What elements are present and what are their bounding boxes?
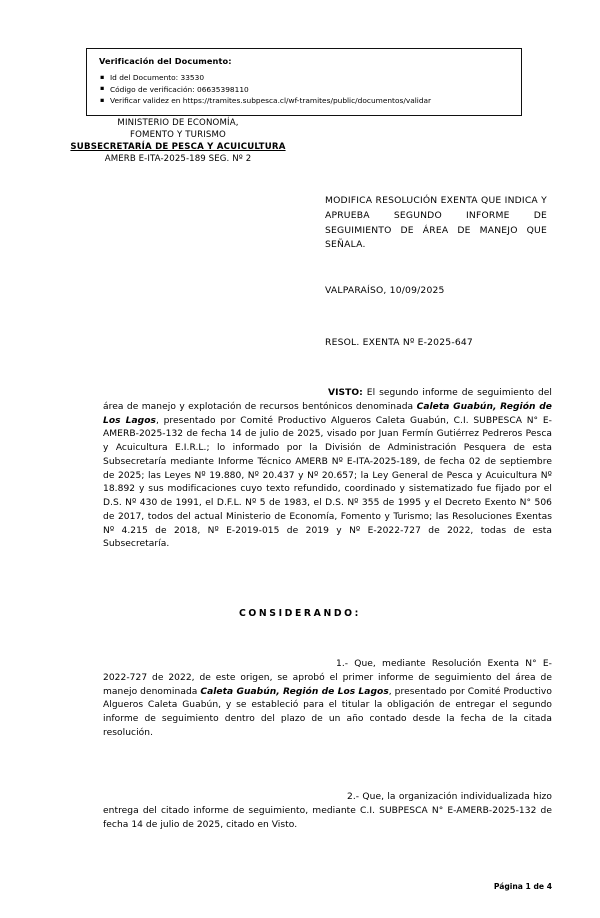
letterhead-ministry-line1: MINISTERIO DE ECONOMÍA, <box>117 118 239 128</box>
considerando-2-text: 2.- Que, la organización individualizada hizo entrega del citado informe de seguimiento, mediante C.I. SUBPESCA N° E-AMERB-2025-132 de fecha 14 de julio de 2025, citado en Visto. <box>103 792 552 830</box>
visto-keyword: VISTO: <box>328 388 363 398</box>
considerando-1-text-part1: 1.- Que, mediante Resolución Exenta N° E-2022-727 de 2022, de este origen, se aprobó el primer informe de seguimiento del área de manejo denominada <box>103 659 552 697</box>
considerando-1-section <box>103 658 552 741</box>
letterhead-ministry-line2: FOMENTO Y TURISMO <box>130 129 226 140</box>
verification-box <box>86 48 522 116</box>
considerando-1-text-part2: , presentado por Comité Productivo Algueros Caleta Guabún, y se estableció para el titular la obligación de entregar el segundo informe de seguimiento dentro del plazo de un año contado desde la fecha de la citada resolución. <box>103 686 552 738</box>
resolution-number: RESOL. EXENTA Nº E-2025-647 <box>325 337 473 348</box>
considerando-heading: CONSIDERANDO: <box>238 608 361 619</box>
visto-paragraph <box>103 387 552 552</box>
letterhead <box>38 118 318 165</box>
verification-item-document-id: ▪ Id del Documento: 33530 <box>99 72 511 84</box>
verification-item-code: ▪ Código de verificación: 06635398110 <box>99 84 511 96</box>
verification-list <box>99 72 511 107</box>
considerando-1-area-name: Caleta Guabún, Región de Los Lagos <box>200 686 389 697</box>
considerando-2-section <box>103 791 552 832</box>
considerando-2-paragraph <box>103 791 552 832</box>
visto-text-part2: , presentado por Comité Productivo Algueros Caleta Guabún, C.I. SUBPESCA N° E-AMERB-2025-132 de fecha 14 de julio de 2025, visado por Juan Fermín Gutiérrez Pedreros Pesca y Acuicultura E.I.R.L.; lo informado por la División de Administración Pesquera de esta Subsecretaría mediante Informe Técnico AMERB Nº E-ITA-2025-189, de fecha 02 de septiembre de 2025; las Leyes Nº 19.880, Nº 20.437 y Nº 20.657; la Ley General de Pesca y Acuicultura Nº 18.892 y sus modificaciones cuyo texto refundido, coordinado y sistematizado fue fijado por el D.S. Nº 430 de 1991, el D.F.L. Nº 5 de 1983, el D.S. Nº 355 de 1995 y el Decreto Exento N° 506 de 2017, todos del actual Ministerio de Economía, Fomento y Turismo; las Resoluciones Exentas Nº 4.215 de 2018, Nº E-2019-015 de 2019 y Nº E-2022-727 de 2022, todas de esta Subsecretaría. <box>103 415 553 550</box>
letterhead-reference: AMERB E-ITA-2025-189 SEG. Nº 2 <box>104 153 252 164</box>
visto-area-name: Caleta Guabún, Región de Los Lagos <box>103 401 552 426</box>
considerando-1-paragraph <box>103 658 552 741</box>
visto-text-part1: El segundo informe de seguimiento del área de manejo y explotación de recursos bentónicos denominada <box>103 388 552 412</box>
verification-heading: Verificación del Documento: <box>99 56 232 66</box>
verification-item-url: ▪ Verificar validez en https://tramites.subpesca.cl/wf-tramites/public/documentos/validar <box>99 95 511 107</box>
visto-section <box>103 387 552 552</box>
city-and-date: VALPARAÍSO, 10/09/2025 <box>325 285 445 296</box>
page-footer: Página 1 de 4 <box>493 882 552 891</box>
resolution-subject-title: MODIFICA RESOLUCIÓN EXENTA QUE INDICA Y APRUEBA SEGUNDO INFORME DE SEGUIMIENTO DE ÁREA DE MANEJO QUE SEÑALA. <box>325 195 547 251</box>
letterhead-subsecretaria: SUBSECRETARÍA DE PESCA Y ACUICULTURA <box>70 141 286 152</box>
